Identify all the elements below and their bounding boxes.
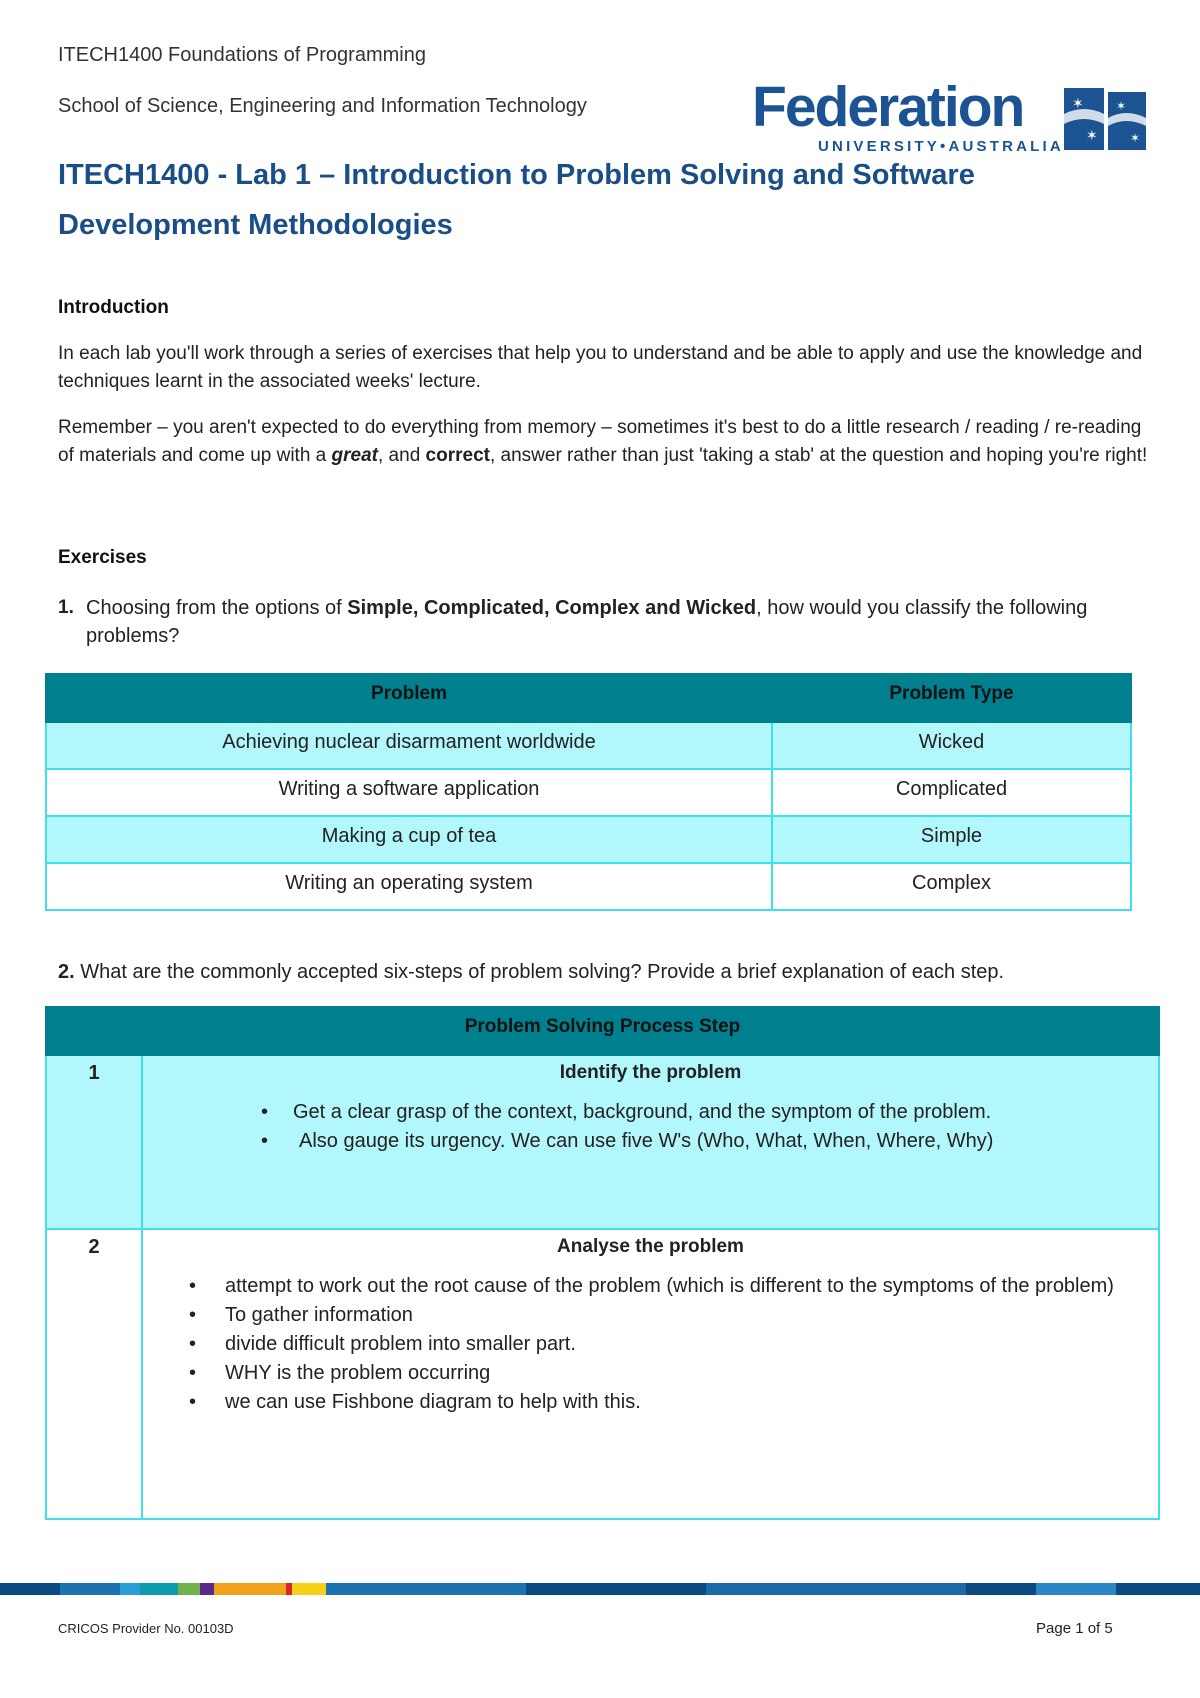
bullet-text: Get a clear grasp of the context, background, and the symptom of the problem. <box>293 1101 992 1123</box>
table1-header-type: Problem Type <box>772 674 1131 722</box>
flag-emblem-icon <box>1064 84 1148 154</box>
intro-paragraph-1: In each lab you'll work through a series of exercises that help you to understand and be able to apply and use the knowledge and techniques learnt in the associated weeks' lecture. <box>58 343 1143 392</box>
question-1-number: 1. <box>58 597 74 618</box>
problem-classification-table <box>45 673 1132 911</box>
table-row <box>46 769 1131 816</box>
problem-cell: Writing a software application <box>46 769 772 816</box>
para2-great: great <box>331 445 378 466</box>
bullet-text: attempt to work out the root cause of the problem (which is different to the symptoms of the problem) <box>225 1275 1114 1297</box>
school-name: School of Science, Engineering and Information Technology <box>58 95 587 117</box>
step-bullets <box>189 1272 1128 1417</box>
table-row <box>46 1055 1159 1229</box>
list-item: • Also gauge its urgency. We can use five W's (Who, What, When, Where, Why) <box>261 1130 994 1152</box>
list-item: • attempt to work out the root cause of the problem (which is different to the symptoms of the problem) <box>189 1275 1114 1297</box>
cricos-provider: CRICOS Provider No. 00103D <box>58 1621 234 1636</box>
problem-type-cell: Wicked <box>772 722 1131 769</box>
step-cell <box>142 1055 1159 1229</box>
page-number: Page 1 of 5 <box>1036 1620 1113 1637</box>
problem-cell: Achieving nuclear disarmament worldwide <box>46 722 772 769</box>
step-bullets <box>261 1098 1158 1156</box>
svg-text:✶: ✶ <box>1116 99 1127 113</box>
problem-type-cell: Simple <box>772 816 1131 863</box>
federation-logo <box>752 75 1152 160</box>
table-row <box>46 863 1131 910</box>
table1-header-problem: Problem <box>46 674 772 722</box>
step-number: 2 <box>46 1229 142 1519</box>
intro-paragraph-2 <box>58 414 1148 470</box>
svg-text:✶: ✶ <box>1130 131 1141 145</box>
svg-text:✶: ✶ <box>1086 128 1098 144</box>
table-row <box>46 722 1131 769</box>
para2-correct: correct <box>425 445 490 466</box>
q1-options: Simple, Complicated, Complex and Wicked <box>347 597 757 619</box>
list-item: • we can use Fishbone diagram to help with this. <box>189 1391 641 1413</box>
logo-wordmark: Federation <box>752 75 1024 139</box>
question-2 <box>58 958 1158 986</box>
para2-text-a: Remember – you aren't expected to do everything from memory – sometimes it's best to do a little research / reading / re-reading of materials and come up with a <box>58 417 1142 466</box>
q1-text-a: Choosing from the options of <box>86 597 348 619</box>
title-line-1: ITECH1400 - Lab 1 – Introduction to Problem Solving and Software <box>58 159 975 191</box>
svg-text:✶: ✶ <box>1072 96 1084 112</box>
bullet-text: WHY is the problem occurring <box>225 1362 491 1384</box>
problem-type-cell: Complicated <box>772 769 1131 816</box>
step-number: 1 <box>46 1055 142 1229</box>
bullet-text: divide difficult problem into smaller part. <box>225 1333 576 1355</box>
para2-text-b: , and <box>378 445 426 466</box>
step-title: Analyse the problem <box>557 1236 744 1257</box>
problem-solving-steps-table <box>45 1006 1160 1520</box>
page-title <box>58 150 1118 250</box>
table-row <box>46 1229 1159 1519</box>
table2-header: Problem Solving Process Step <box>46 1007 1159 1055</box>
exercises-heading: Exercises <box>58 547 147 568</box>
table-row <box>46 816 1131 863</box>
introduction-heading: Introduction <box>58 297 169 318</box>
list-item: • Get a clear grasp of the context, background, and the symptom of the problem. <box>261 1101 992 1123</box>
question-2-text: What are the commonly accepted six-steps of problem solving? Provide a brief explanation of each step. <box>80 961 1005 983</box>
course-name: ITECH1400 Foundations of Programming <box>58 44 426 66</box>
list-item: • divide difficult problem into smaller part. <box>189 1333 576 1355</box>
question-2-number: 2. <box>58 961 75 983</box>
para2-text-c: , answer rather than just 'taking a stab' at the question and hoping you're right! <box>489 445 1148 466</box>
q1-text-b: , how would you classify the following problems? <box>86 597 1088 647</box>
bullet-text: Also gauge its urgency. We can use five W's (Who, What, When, Where, Why) <box>299 1130 994 1152</box>
list-item: • To gather information <box>189 1304 413 1326</box>
logo-subtitle: UNIVERSITY•AUSTRALIA <box>818 138 1064 155</box>
problem-type-cell: Complex <box>772 863 1131 910</box>
problem-cell: Making a cup of tea <box>46 816 772 863</box>
step-cell <box>142 1229 1159 1519</box>
step-title: Identify the problem <box>559 1062 742 1083</box>
problem-cell: Writing an operating system <box>46 863 772 910</box>
list-item: • WHY is the problem occurring <box>189 1362 491 1384</box>
question-1 <box>58 594 1118 650</box>
bullet-text: To gather information <box>225 1304 413 1326</box>
title-line-2: Development Methodologies <box>58 209 453 241</box>
footer-color-bar <box>0 1583 1200 1595</box>
bullet-text: we can use Fishbone diagram to help with this. <box>225 1391 641 1413</box>
